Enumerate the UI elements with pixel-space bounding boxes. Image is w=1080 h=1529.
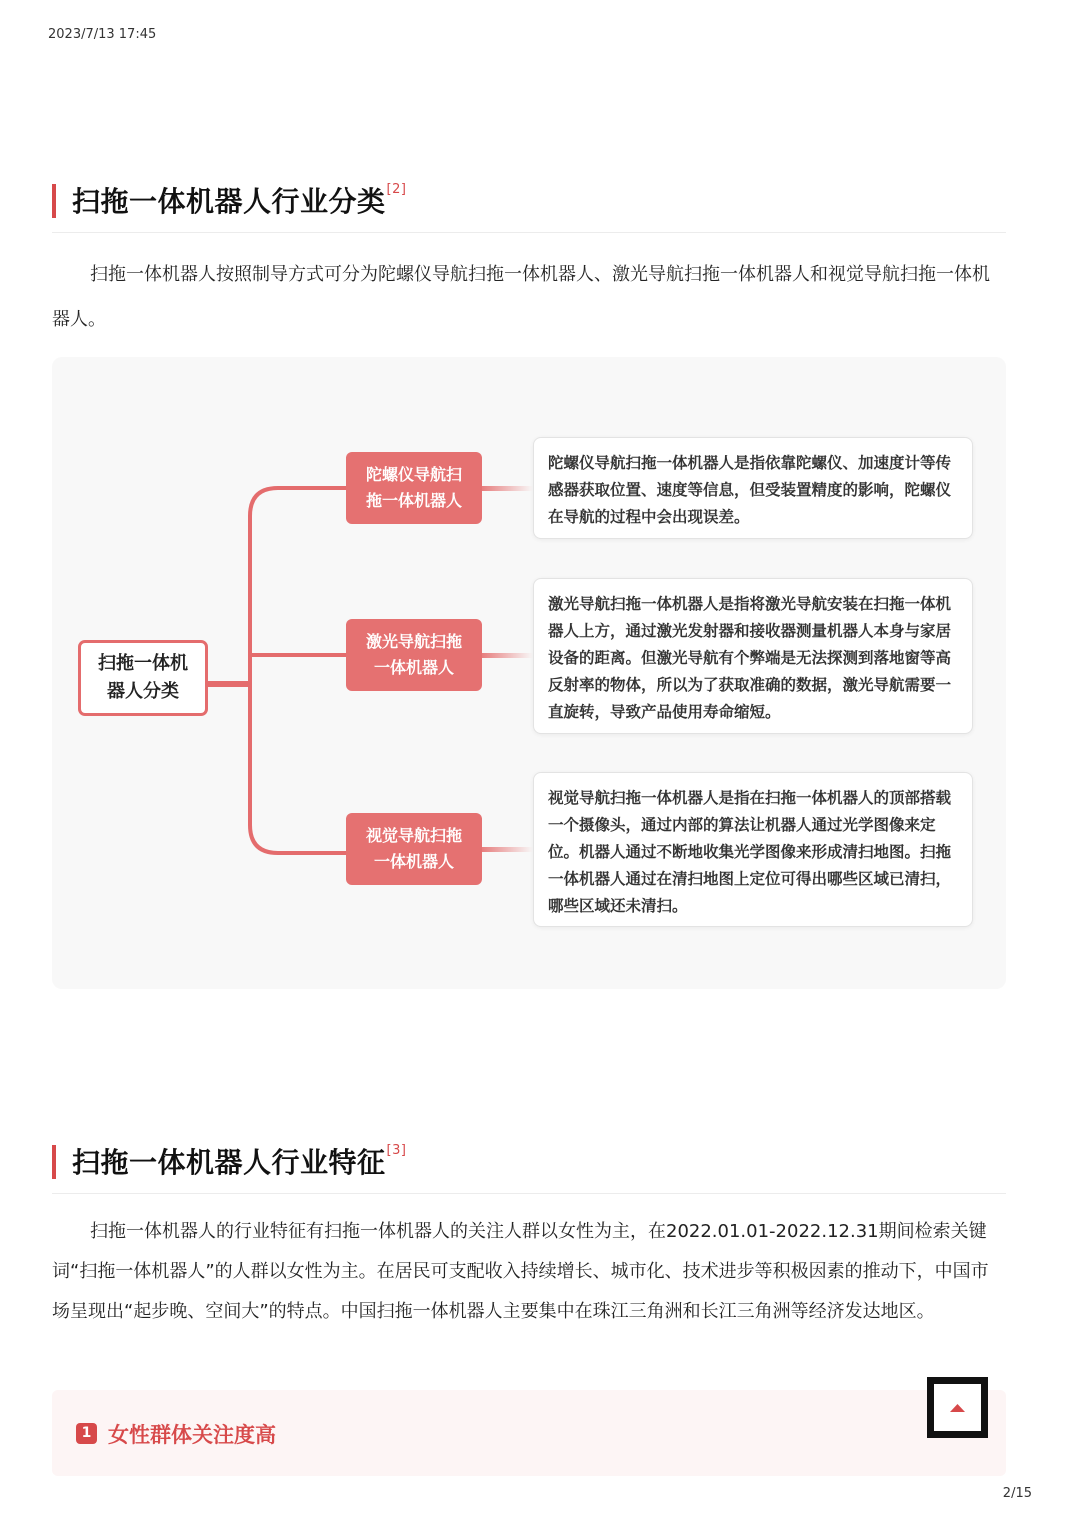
section-header-classification xyxy=(52,180,1006,233)
characteristics-paragraph: 扫拖一体机器人的行业特征有扫拖一体机器人的关注人群以女性为主，在2022.01.01-2022.12.31期间检索关键词“扫拖一体机器人”的人群以女性为主。在居民可支配收入持续增长、城市化、技术进步等积极因素的推动下，中国市场呈现出“起步晚、空间大”的特点。中国扫拖一体机器人主要集中在珠江三角洲和长江三角洲等经济发达地区。 xyxy=(52,1221,989,1322)
mindmap-branch-gyroscope: 陀螺仪导航扫拖一体机器人 xyxy=(346,452,482,524)
mindmap-desc-visual: 视觉导航扫拖一体机器人是指在扫拖一体机器人的顶部搭载一个摄像头，通过内部的算法让机器人通过光学图像来定位。机器人通过不断地收集光学图像来形成清扫地图。扫拖一体机器人通过在清扫地图上定位可得出哪些区域已清扫，哪些区域还未清扫。 xyxy=(533,772,973,927)
section-header-characteristics xyxy=(52,1141,1006,1194)
back-to-top-button[interactable] xyxy=(927,1377,988,1438)
caret-up-icon xyxy=(931,1381,984,1434)
section-accent-bar xyxy=(52,1145,56,1179)
reference-link[interactable]: [2] xyxy=(386,182,407,197)
mindmap-branch-laser: 激光导航扫拖一体机器人 xyxy=(346,619,482,691)
reference-link[interactable]: [3] xyxy=(386,1143,407,1158)
section-title: 扫拖一体机器人行业分类[2] xyxy=(72,182,407,218)
mindmap-desc-gyroscope: 陀螺仪导航扫拖一体机器人是指依靠陀螺仪、加速度计等传感器获取位置、速度等信息，但受装置精度的影响，陀螺仪在导航的过程中会出现误差。 xyxy=(533,437,973,539)
section-accent-bar xyxy=(52,184,56,218)
classification-paragraph: 扫拖一体机器人按照制导方式可分为陀螺仪导航扫拖一体机器人、激光导航扫拖一体机器人和视觉导航扫拖一体机器人。 xyxy=(52,264,990,330)
page-number: 2/15 xyxy=(1002,1486,1032,1501)
mindmap-desc-laser: 激光导航扫拖一体机器人是指将激光导航安装在扫拖一体机器人上方，通过激光发射器和接收器测量机器人本身与家居设备的距离。但激光导航有个弊端是无法探测到落地窗等高反射率的物体，所以为了获取准确的数据，激光导航需要一直旋转，导致产品使用寿命缩短。 xyxy=(533,578,973,734)
feature-number-badge: 1 xyxy=(76,1423,97,1444)
mindmap-branch-visual: 视觉导航扫拖一体机器人 xyxy=(346,813,482,885)
feature-card xyxy=(52,1390,1006,1476)
classification-mindmap xyxy=(52,357,1006,989)
mindmap-root-node: 扫拖一体机器人分类 xyxy=(78,640,208,716)
print-timestamp: 2023/7/13 17:45 xyxy=(48,27,157,42)
feature-title: 女性群体关注度高 xyxy=(108,1423,276,1447)
section-title: 扫拖一体机器人行业特征[3] xyxy=(72,1143,407,1179)
